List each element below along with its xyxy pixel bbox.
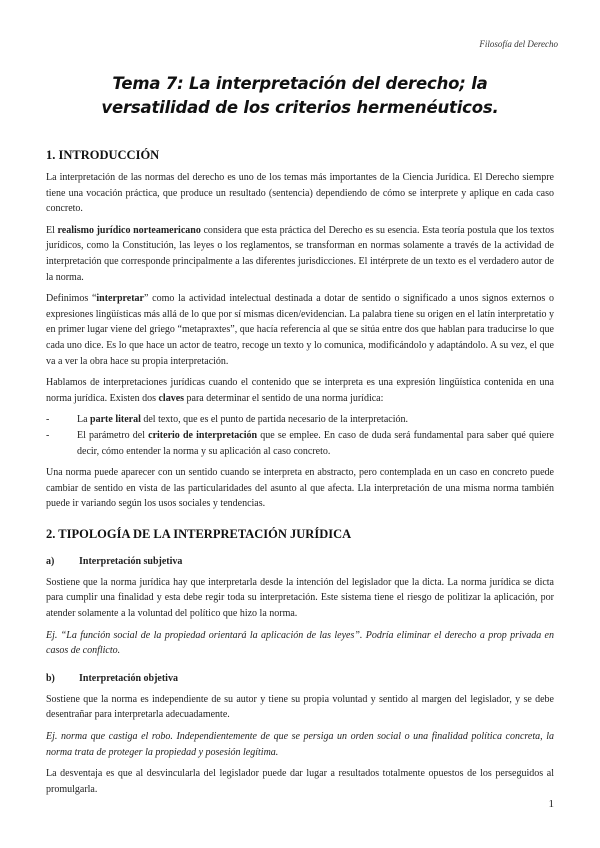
paragraph: La desventaja es que al desvincularla del legislador puede dar lugar a resultados totalmente opuestos de los perseguidos al promulgarla. (46, 768, 554, 795)
bold-term: realismo jurídico norteamericano (57, 224, 201, 236)
running-header: Filosofía del Derecho (479, 39, 558, 49)
subsection-heading-subjetiva: a) Interpretación subjetiva (46, 555, 183, 567)
bold-term: interpretar (96, 293, 144, 305)
paragraph: Una norma puede aparecer con un sentido cuando se interpreta en abstracto, pero contemplada en un caso en concreto puede cambiar de sentido en vista de las particularidades del asunto al que afecta. Lla interpretación de una misma norma también puede ir variando según los usos sociales y tendencias. (46, 467, 554, 510)
list-item: - El parámetro del criterio de interpretación que se emplee. En caso de duda será fundamental para saber qué quiere decir, cómo entender la norma y su aplicación al caso concreto. (46, 429, 554, 457)
document-title: Tema 7: La interpretación del derecho; la versatilidad de los criterios hermenéuticos. (101, 74, 499, 117)
paragraph: El realismo jurídico norteamericano considera que esta práctica del Derecho es su esencia. Esta teoría postula que los textos jurídicos, como la Constitución, las leyes o los reglamentos, se transforman en normas solamente a través de la actividad de interpretación que corresponde principalmente a las diferentes jurisdicciones. El intérprete de un texto es el verdadero autor de la norma. (46, 224, 554, 283)
section-heading-introduccion: 1. INTRODUCCIÓN (46, 148, 160, 162)
example-text: Ej. norma que castiga el robo. Independientemente de que se persiga un orden social o una finalidad política concreta, la norma trata de proteger la propiedad y posesión legítima. (46, 731, 554, 758)
paragraph: La interpretación de las normas del derecho es uno de los temas más importantes de la Ciencia Jurídica. El Derecho siempre tiene una vocación práctica, que produce un resultado (sentencia) dependiendo de cómo se interprete y aplique en cada caso concreto. (46, 172, 554, 215)
paragraph: Definimos “interpretar” como la actividad intelectual destinada a dotar de sentido o significado a unos signos externos o expresiones lingüísticas más allá de lo que por sí mismas dicen/evidencian. La palabra tiene su origen en el latín interpretatio y en primer lugar viene del griego “metapraxtes”, que hacía referencia al que se sitúa entre dos que hablan para traducirse lo que cada uno dice. Es lo que hace un actor de teatro, recoge un texto y lo comunica, modificándolo y adaptándolo. A su vez, el que va a ver la obra hace su propia interpretación. (46, 293, 555, 367)
example-text: Ej. “La función social de la propiedad orientará la aplicación de las leyes”. Podría eliminar el derecho a prop privada en casos de conflicto. (46, 629, 554, 657)
bold-term: parte literal (90, 414, 141, 426)
bold-term: criterio de interpretación (148, 429, 258, 441)
document-body (46, 147, 554, 803)
paragraph: Hablamos de interpretaciones jurídicas cuando el contenido que se interpreta es una expresión lingüística contenida en una norma jurídica. Existen dos claves para determinar el sentido de una norma jurídica: (46, 377, 554, 404)
subsection-heading-objetiva: b) Interpretación objetiva (46, 672, 178, 684)
bold-term: claves (158, 392, 185, 404)
paragraph: Sostiene que la norma es independiente de su autor y tiene su propia voluntad y sentido al margen del legislador, y se debe desentrañar para interpretarla adecuadamente. (46, 693, 554, 721)
page-number: 1 (548, 798, 554, 810)
section-heading-tipologia: 2. TIPOLOGÍA DE LA INTERPRETACIÓN JURÍDICA (46, 526, 352, 541)
list-item: - La parte literal del texto, que es el punto de partida necesario de la interpretación. (46, 414, 408, 426)
paragraph: Sostiene que la norma jurídica hay que interpretarla desde la intención del legislador que la dicta. La norma jurídica se dicta para cumplir una finalidad y esta debe regir toda su interpretación. Este sistema tiene el riesgo de politizar la aplicación, por atender solamente a la voluntad del político que hizo la norma. (46, 576, 554, 620)
